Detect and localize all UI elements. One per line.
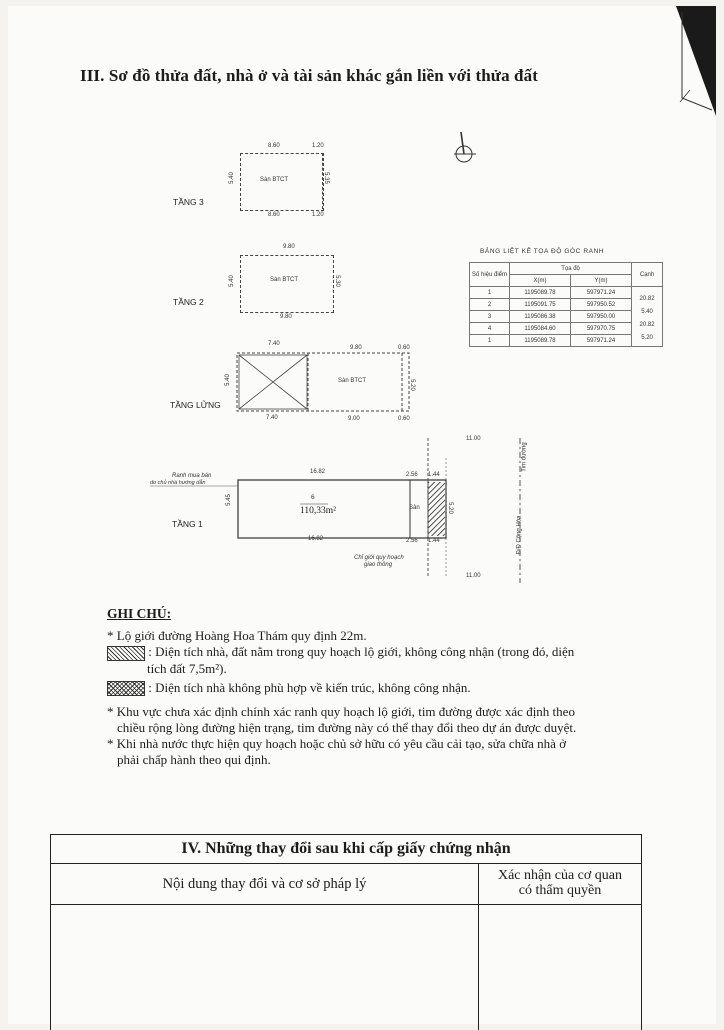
floor-3-right-dim: 5.35 (322, 172, 329, 184)
floor-mezzanine-outline (236, 352, 416, 414)
floor-mezzanine-room: Sàn BTCT (338, 378, 367, 384)
edge: 20.82 (639, 321, 655, 328)
floor-1-bottom-dim-c: 1.44 (428, 538, 440, 544)
note-2-cont: tích đất 7,5m²). (147, 660, 227, 676)
chi-gioi-note-2: giao thông (364, 562, 393, 568)
section-4-table (50, 834, 642, 1030)
note-5-cont: phải chấp hành theo qui định. (117, 752, 271, 768)
floor-1-top-dim-a: 16.82 (310, 469, 326, 475)
y: 597950.00 (571, 311, 632, 323)
floor-mezzanine-top-dim-a: 7.40 (268, 341, 280, 347)
note-2-text: : Diện tích nhà, đất nằm trong quy hoạch lộ giới, không công nhận (trong đó, diện (148, 644, 575, 659)
note-3 (107, 680, 667, 697)
floor-2-outline (240, 255, 334, 313)
note-5: * Khi nhà nước thực hiện quy hoạch hoặc chủ sở hữu có yêu cầu cải tạo, sửa chữa nhà ở (107, 736, 567, 752)
floor-1-area: 110,33m² (300, 506, 337, 516)
edges-cell (632, 287, 663, 347)
north-arrow-icon (452, 130, 480, 166)
note-2 (107, 644, 667, 661)
x: 1195089.78 (510, 287, 571, 299)
road-name: Đ/Đ Cộng Hòa (516, 515, 523, 555)
floor-3-room: Sàn BTCT (260, 177, 289, 183)
x: 1195084.60 (510, 323, 571, 335)
page-edge-lines (660, 10, 716, 120)
section-4-col-confirm (479, 864, 641, 904)
section-4-col-content: Nội dung thay đổi và cơ sở pháp lý (51, 864, 479, 904)
section-4-col-confirm-line1: Xác nhận của cơ quan (497, 868, 622, 883)
chi-gioi-note-1: Chỉ giới quy hoạch (354, 555, 404, 561)
pt: 3 (470, 311, 510, 323)
table-row (470, 287, 663, 299)
plot-number: 6 (311, 494, 315, 501)
road-dim-top: 11.00 (466, 436, 481, 442)
y: 597950.52 (571, 299, 632, 311)
floor-mezzanine-right-dim: 5.20 (408, 379, 415, 391)
floor-2-label: TẦNG 2 (173, 297, 204, 307)
floor-1-yard: Sân (409, 505, 420, 511)
edge: 5.20 (641, 334, 653, 341)
floor-3-top-dim-a: 8.60 (268, 143, 280, 149)
floor-1-label: TẦNG 1 (172, 519, 203, 529)
x: 1195086.38 (510, 311, 571, 323)
floor-2-bottom-dim: 9.80 (280, 314, 292, 320)
floor-mezzanine-top-dim-c: 0.60 (398, 345, 410, 351)
floor-1-bottom-dim-b: 2.56 (406, 538, 418, 544)
notes-heading: GHI CHÚ: (107, 606, 172, 621)
floor-1-top-dim-b: 2.56 (406, 472, 418, 478)
road-dim-bottom: 11.00 (466, 573, 481, 579)
floor-2-top-dim: 9.80 (283, 244, 295, 250)
floor-3-left-dim: 5.40 (228, 172, 235, 184)
pt: 4 (470, 323, 510, 335)
x: 1195091.75 (510, 299, 571, 311)
floor-2-right-dim: 5.30 (333, 275, 340, 287)
coord-table-title: BẢNG LIỆT KÊ TỌA ĐỘ GÓC RANH (480, 248, 605, 255)
note-4-cont: chiều rộng lòng đường hiện trạng, tim đường này có thể thay đổi theo dự án được duyệt. (117, 720, 577, 736)
pt: 2 (470, 299, 510, 311)
floor-mezzanine-bottom-dim-c: 0.60 (398, 416, 410, 422)
crosshatch-pattern-icon (107, 681, 145, 696)
floor-3-top-dim-b: 1.20 (312, 143, 324, 149)
note-1: * Lộ giới đường Hoàng Hoa Thám quy định 22m. (107, 628, 367, 643)
floor-3-bottom-dim-a: 8.60 (268, 212, 280, 218)
x: 1195089.78 (510, 335, 571, 347)
floor-mezzanine-top-dim-b: 9.80 (350, 345, 362, 351)
notes-block (107, 606, 667, 768)
section-4-body (51, 905, 641, 1030)
floor-mezzanine-label: TẦNG LỬNG (170, 400, 221, 410)
floor-mezzanine-bottom-dim-a: 7.40 (266, 415, 278, 421)
coord-header-canh: Cạnh (632, 263, 663, 287)
edge: 20.82 (639, 295, 655, 302)
floor-1-left-dim: 5.45 (225, 494, 232, 506)
coord-header-x: X(m) (510, 275, 571, 287)
floor-mezzanine-bottom-dim-b: 9.00 (348, 416, 360, 422)
floor-1-top-dim-c: 1.44 (428, 472, 440, 478)
y: 597970.75 (571, 323, 632, 335)
section-4-confirm-cell[interactable] (479, 905, 641, 1030)
pt: 1 (470, 335, 510, 347)
hatch-pattern-icon (107, 646, 145, 661)
coord-header-pt: Số hiệu điểm (470, 263, 510, 287)
note-3-text: : Diện tích nhà không phù hợp về kiến trúc, không công nhận. (148, 679, 471, 695)
coord-table (469, 262, 663, 347)
ranh-note-2: do chủ nhà hướng dẫn (150, 480, 206, 486)
edge: 5.40 (641, 308, 653, 315)
section-4-content-cell[interactable] (51, 905, 479, 1030)
floor-1-bottom-dim-a: 16.82 (308, 536, 324, 542)
y: 597971.24 (571, 287, 632, 299)
pt: 1 (470, 287, 510, 299)
floor-1-right-dim: 5.20 (446, 502, 453, 514)
section-4-header-row (51, 864, 641, 905)
section-3-title: III. Sơ đồ thửa đất, nhà ở và tài sản khác gắn liền với thửa đất (80, 66, 538, 85)
floor-1-plan (150, 438, 550, 588)
note-4: * Khu vực chưa xác định chính xác ranh quy hoạch lộ giới, tim đường được xác định theo (107, 704, 575, 720)
floor-3-label: TẦNG 3 (173, 197, 204, 207)
coord-header-toado: Tọa độ (510, 263, 632, 275)
floor-2-left-dim: 5.40 (228, 275, 235, 287)
floor-2-room: Sàn BTCT (270, 277, 299, 283)
ranh-note-1: Ranh mua bán (172, 473, 212, 479)
floor-mezzanine-left-dim: 5.40 (224, 374, 231, 386)
floor-3-bottom-dim-b: 1.20 (312, 212, 324, 218)
tim-duong-label: Tim đường (521, 442, 528, 472)
section-4-title: IV. Những thay đổi sau khi cấp giấy chứng nhận (51, 835, 641, 864)
y: 597971.24 (571, 335, 632, 347)
section-4-col-confirm-line2: có thẩm quyền (518, 883, 602, 898)
coord-header-y: Y(m) (571, 275, 632, 287)
